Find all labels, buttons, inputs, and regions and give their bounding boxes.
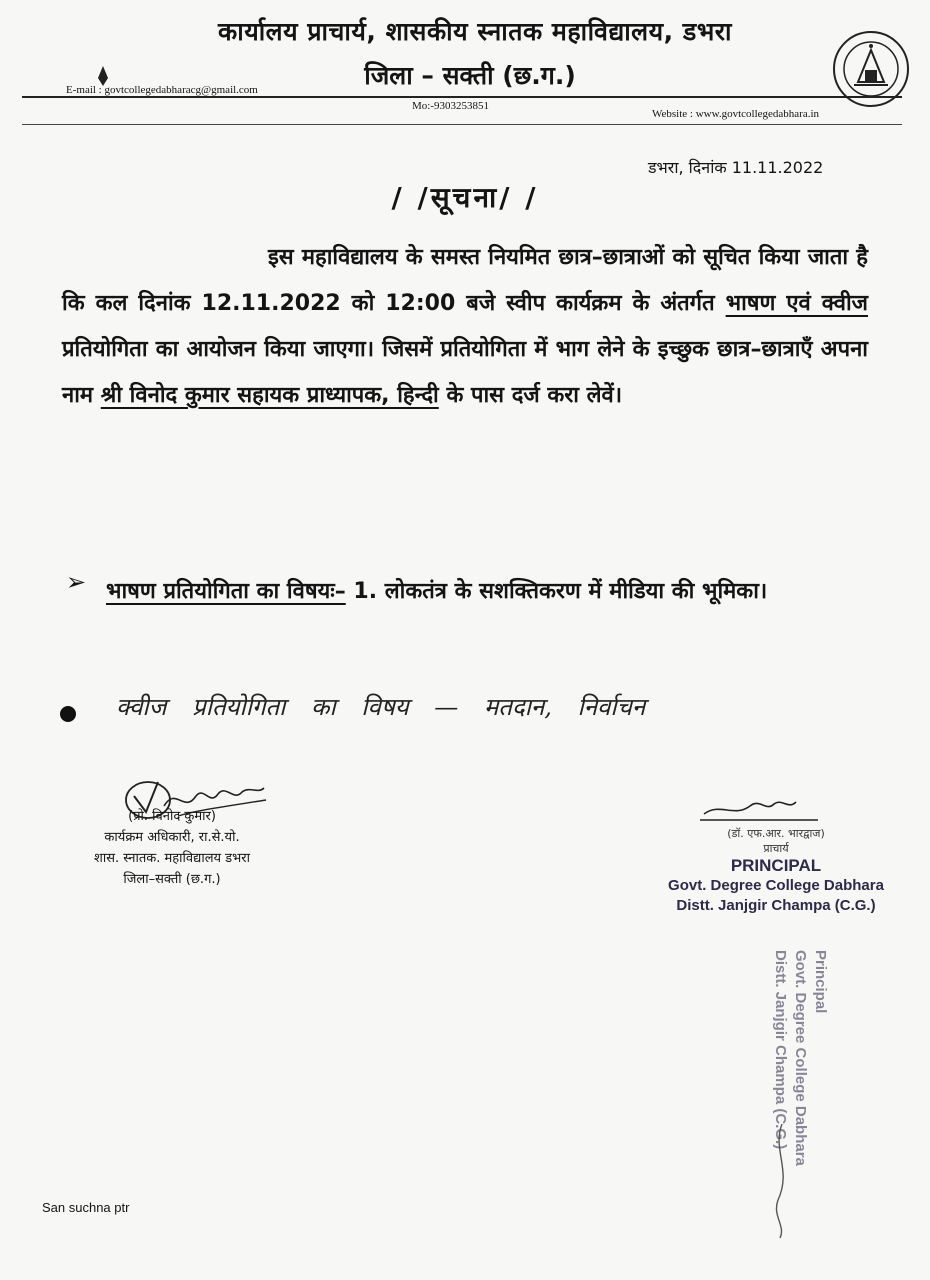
quiz-topic-label: क्वीज प्रतियोगिता का विषय <box>116 693 409 721</box>
rotated-stamp-line3: Distt. Janjgir Champa (C.G.) <box>772 950 789 1150</box>
officer-college: शास. स्नातक. महाविद्यालय डभरा <box>94 851 250 866</box>
body-highlight-speech-quiz: भाषण एवं क्वीज <box>725 291 868 316</box>
principal-stamp-district: Distt. Janjgir Champa (C.G.) <box>676 897 876 914</box>
speech-topic-text: 1. लोकतंत्र के सशक्तिकरण में मीडिया की भूमिका। <box>353 579 768 604</box>
website-text: Website : www.govtcollegedabhara.in <box>652 108 820 120</box>
body-text-part3: के पास दर्ज करा लेवें। <box>446 383 623 408</box>
notice-body <box>62 235 868 419</box>
dot-bullet-icon <box>60 706 76 722</box>
principal-name: (डॉ. एफ.आर. भारद्वाज) <box>727 827 825 840</box>
mobile-text: Mo:-9303253851 <box>412 100 489 112</box>
email-text: E-mail : govtcollegedabharacg@gmail.com <box>66 84 258 96</box>
footer-note: San suchna ptr <box>42 1200 130 1215</box>
officer-details <box>52 806 292 890</box>
quiz-topic-handwritten <box>116 690 876 723</box>
body-text-part2: प्रतियोगिता का आयोजन किया जाएगा। जिसमें प्रतियोगिता में भाग लेने के इच्छुक छात्र–छात्राएँ अपना नाम <box>62 337 868 408</box>
principal-signature <box>700 792 820 826</box>
district-title: जिला – सक्ती (छ.ग.) <box>364 61 576 90</box>
rotated-stamp-line2: Govt. Degree College Dabhara <box>792 950 809 1166</box>
officer-designation: कार्यक्रम अधिकारी, रा.से.यो. <box>104 830 240 845</box>
header-divider <box>22 96 902 98</box>
body-text-part1: इस महाविद्यालय के समस्त नियमित छात्र–छात्राओं को सूचित किया जाता है कि कल दिनांक 12.11.2022 को 12:00 बजे स्वीप कार्यक्रम के अंतर्गत <box>62 245 868 316</box>
notice-date: डभरा, दिनांक 11.11.2022 <box>648 158 824 177</box>
quiz-topic-text: मतदान, निर्वाचन <box>483 693 646 721</box>
quiz-topic-dash: — <box>434 693 459 721</box>
header-divider-lower <box>22 124 902 125</box>
body-highlight-teacher: श्री विनोद कुमार सहायक प्राध्यापक, हिन्दी <box>100 383 439 408</box>
college-office-title: कार्यालय प्राचार्य, शासकीय स्नातक महाविद्यालय, डभरा <box>218 17 732 46</box>
rotated-stamp-signature <box>762 1120 802 1240</box>
principal-stamp-title: PRINCIPAL <box>730 856 822 875</box>
principal-details <box>636 826 916 916</box>
college-logo-seal <box>832 30 910 108</box>
speech-topic-label: भाषण प्रतियोगिता का विषयः– <box>106 579 346 604</box>
notice-heading: / /सूचना/ / <box>391 181 539 214</box>
speech-topic <box>106 567 866 617</box>
officer-district: जिला–सक्ती (छ.ग.) <box>123 872 221 887</box>
principal-hindi-title: प्राचार्य <box>763 842 789 855</box>
principal-stamp-college: Govt. Degree College Dabhara <box>668 877 884 894</box>
rotated-stamp-line1: Principal <box>812 950 829 1014</box>
pen-nib-icon <box>96 66 110 86</box>
arrow-bullet-icon: ➢ <box>66 568 87 596</box>
officer-name: (प्रो. विनोद कुमार) <box>128 809 216 824</box>
